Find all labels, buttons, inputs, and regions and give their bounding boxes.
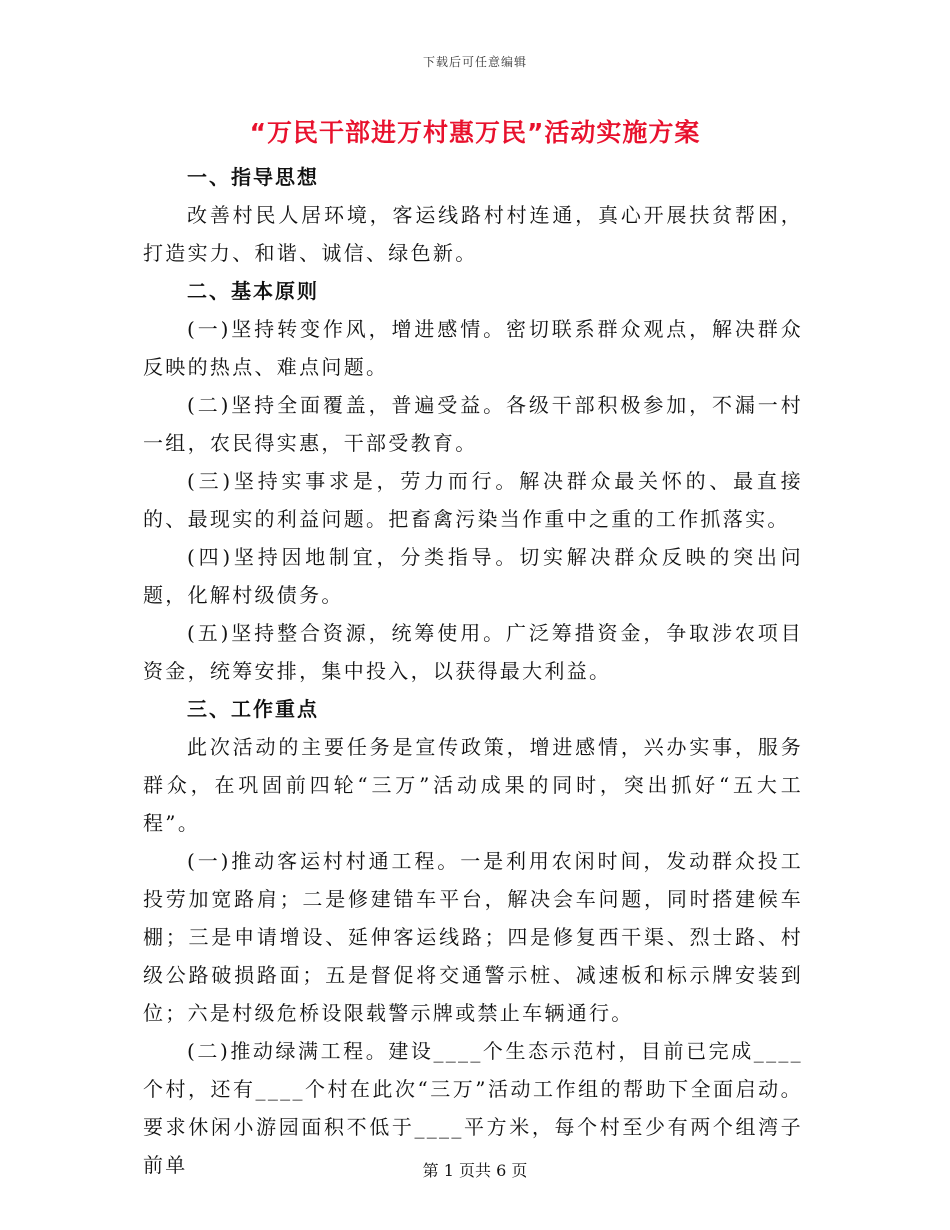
- header-note: 下载后可任意编辑: [422, 55, 527, 69]
- document-title: “万民干部进万村惠万民”活动实施方案: [249, 118, 701, 147]
- document-body: [143, 158, 803, 1184]
- paragraph: (一)推动客运村村通工程。一是利用农闲时间，发动群众投工投劳加宽路肩；二是修建错车平台，解决会车问题，同时搭建候车棚；三是申请增设、延伸客运线路；四是修复西干渠、烈士路、村级公路破损路面；五是督促将交通警示桩、减速板和标示牌安装到位；六是村级危桥设限载警示牌或禁止车辆通行。: [143, 849, 803, 1025]
- section-heading-guiding-ideology: 一、指导思想: [187, 165, 319, 189]
- paragraph: (二)坚持全面覆盖，普遍受益。各级干部积极参加，不漏一村一组，农民得实惠，干部受教育。: [143, 393, 803, 455]
- paragraph: (二)推动绿满工程。建设____个生态示范村，目前已完成____个村，还有____个村在此次“三万”活动工作组的帮助下全面启动。要求休闲小游园面积不低于____平方米，每个村至少有两个组湾子前单: [143, 1039, 803, 1177]
- paragraph: 此次活动的主要任务是宣传政策，增进感情，兴办实事，服务群众，在巩固前四轮“三万”活动成果的同时，突出抓好“五大工程”。: [143, 735, 803, 835]
- paragraph: (三)坚持实事求是，劳力而行。解决群众最关怀的、最直接的、最现实的利益问题。把畜禽污染当作重中之重的工作抓落实。: [143, 469, 803, 531]
- paragraph: 改善村民人居环境，客运线路村村连通，真心开展扶贫帮困，打造实力、和谐、诚信、绿色新。: [143, 203, 803, 265]
- section-heading-work-focus: 三、工作重点: [187, 697, 319, 721]
- paragraph: (一)坚持转变作风，增进感情。密切联系群众观点，解决群众反映的热点、难点问题。: [143, 317, 803, 379]
- section-heading-basic-principles: 二、基本原则: [187, 279, 319, 303]
- paragraph: (四)坚持因地制宜，分类指导。切实解决群众反映的突出问题，化解村级债务。: [143, 545, 803, 607]
- paragraph: (五)坚持整合资源，统筹使用。广泛筹措资金，争取涉农项目资金，统筹安排，集中投入，以获得最大利益。: [143, 621, 803, 683]
- page-number-footer: 第 1 页共 6 页: [422, 1161, 528, 1180]
